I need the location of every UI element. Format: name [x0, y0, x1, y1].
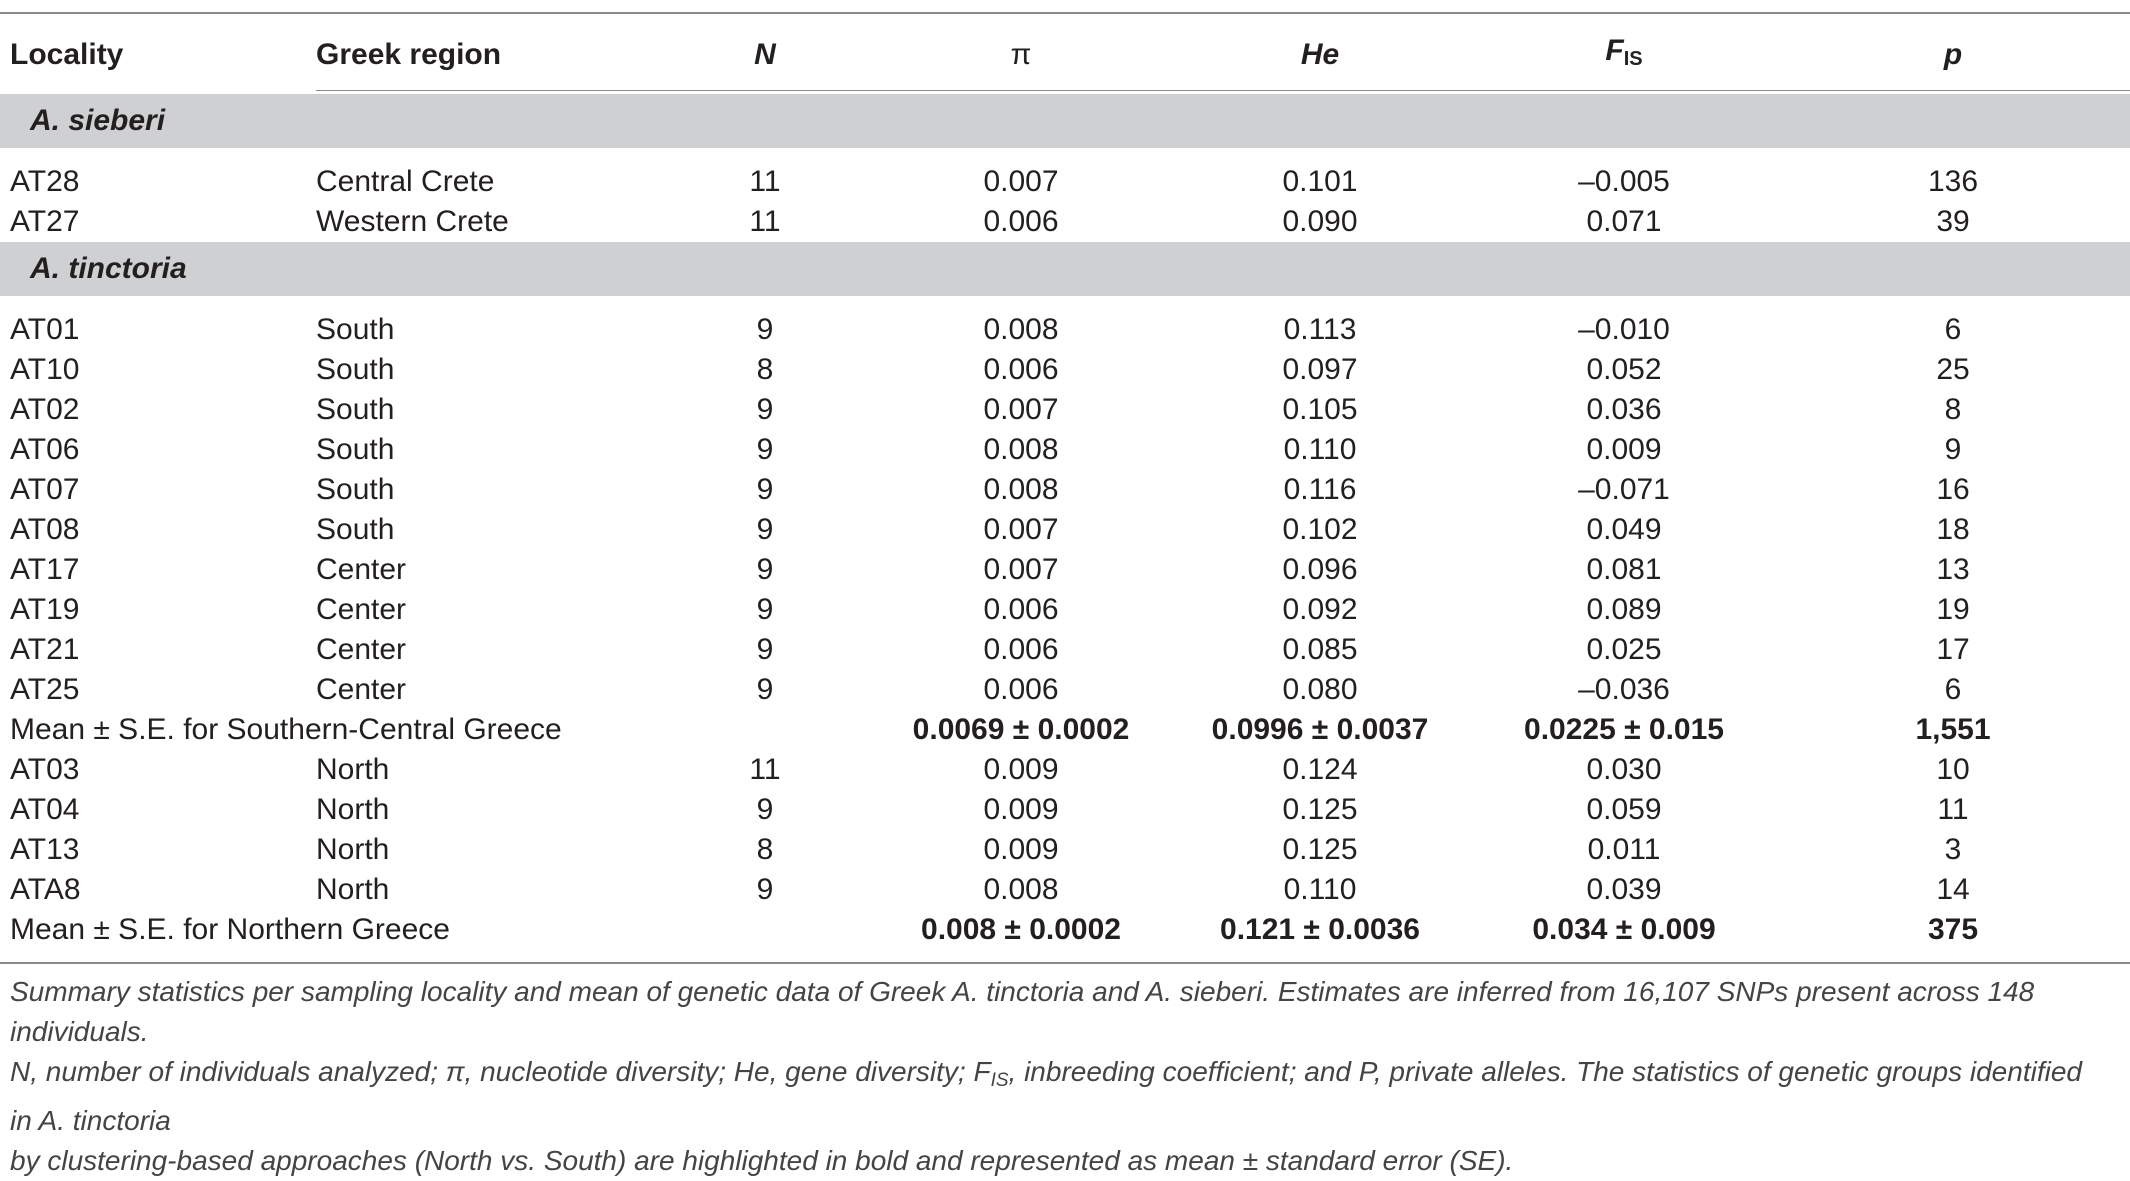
- cell-mean-p: 1,551: [1915, 713, 1991, 746]
- table-row: [0, 630, 2130, 670]
- header-pi: π: [1010, 38, 1032, 71]
- cell-he: 0.096: [1282, 553, 1358, 586]
- cell-he: 0.101: [1282, 165, 1358, 198]
- table-row: [0, 790, 2130, 830]
- cell-n: 11: [749, 205, 781, 238]
- header-he: He: [1300, 38, 1340, 71]
- cell-locality: ATA8: [10, 873, 81, 906]
- cell-pi: 0.008: [983, 473, 1059, 506]
- cell-pi: 0.006: [983, 673, 1059, 706]
- table-row: [0, 830, 2130, 870]
- cell-mean-p: 375: [1927, 913, 1979, 946]
- cell-locality: AT17: [10, 553, 80, 586]
- cell-region: South: [316, 393, 395, 426]
- cell-locality: AT08: [10, 513, 80, 546]
- cell-p: 16: [1936, 473, 1970, 506]
- cell-locality: AT04: [10, 793, 80, 826]
- caption-line-2a: N, number of individuals analyzed; π, nucleotide diversity; He, gene diversity; F: [10, 1056, 991, 1087]
- table-row: [0, 750, 2130, 790]
- cell-he: 0.116: [1283, 473, 1357, 506]
- cell-region: Central Crete: [316, 165, 495, 198]
- cell-mean-pi: 0.0069 ± 0.0002: [912, 713, 1130, 746]
- header-fis-main: F: [1605, 34, 1624, 67]
- cell-n: 9: [756, 673, 774, 706]
- header-row: [0, 14, 2130, 94]
- cell-pi: 0.009: [983, 793, 1059, 826]
- cell-pi: 0.006: [983, 593, 1059, 626]
- cell-n: 9: [756, 393, 774, 426]
- cell-n: 9: [756, 313, 774, 346]
- cell-n: 8: [756, 833, 774, 866]
- cell-n: 9: [756, 793, 774, 826]
- cell-fis: 0.030: [1586, 753, 1662, 786]
- cell-pi: 0.008: [983, 433, 1059, 466]
- table-row: [0, 296, 2130, 350]
- cell-he: 0.105: [1282, 393, 1358, 426]
- cell-n: 9: [756, 553, 774, 586]
- mean-row: [0, 710, 2130, 750]
- header-fis: [1472, 14, 1776, 94]
- cell-pi: 0.007: [983, 513, 1059, 546]
- table-row: [0, 202, 2130, 242]
- cell-p: 19: [1936, 593, 1970, 626]
- cell-fis: –0.036: [1578, 673, 1670, 706]
- cell-mean-he: 0.121 ± 0.0036: [1220, 913, 1420, 946]
- cell-locality: AT02: [10, 393, 80, 426]
- caption-line-2: [10, 1052, 2110, 1141]
- cell-locality: AT19: [10, 593, 80, 626]
- header-p: p: [1943, 38, 1963, 71]
- cell-region: Center: [316, 593, 407, 626]
- cell-locality: AT28: [10, 165, 80, 198]
- cell-he: 0.113: [1283, 313, 1357, 346]
- bottom-rule: [0, 962, 2130, 964]
- cell-he: 0.085: [1282, 633, 1358, 666]
- cell-pi: 0.007: [983, 393, 1059, 426]
- cell-mean-label: Mean ± S.E. for Northern Greece: [10, 913, 450, 946]
- cell-mean-he: 0.0996 ± 0.0037: [1211, 713, 1429, 746]
- cell-region: North: [316, 873, 390, 906]
- caption-line-2-sub: IS: [990, 1070, 1009, 1091]
- cell-p: 10: [1936, 753, 1970, 786]
- caption-line-3: by clustering-based approaches (North vs. South) are highlighted in bold and represented as mean ± standard error (SE).: [10, 1145, 1514, 1176]
- table-row: [0, 870, 2130, 910]
- cell-region: South: [316, 433, 395, 466]
- cell-mean-pi: 0.008 ± 0.0002: [921, 913, 1121, 946]
- cell-fis: 0.089: [1586, 593, 1662, 626]
- cell-pi: 0.006: [983, 633, 1059, 666]
- table-row: [0, 470, 2130, 510]
- cell-p: 14: [1936, 873, 1970, 906]
- cell-he: 0.125: [1282, 793, 1358, 826]
- table-row: [0, 390, 2130, 430]
- cell-region: North: [316, 793, 390, 826]
- cell-fis: 0.052: [1586, 353, 1662, 386]
- cell-pi: 0.007: [983, 165, 1059, 198]
- cell-pi: 0.009: [983, 833, 1059, 866]
- cell-region: North: [316, 753, 390, 786]
- cell-p: 11: [1937, 793, 1969, 826]
- mean-row: [0, 910, 2130, 950]
- cell-n: 8: [756, 353, 774, 386]
- cell-n: 9: [756, 593, 774, 626]
- cell-region: Western Crete: [316, 205, 509, 238]
- cell-p: 13: [1936, 553, 1970, 586]
- cell-region: Center: [316, 633, 407, 666]
- cell-n: 9: [756, 873, 774, 906]
- cell-he: 0.125: [1282, 833, 1358, 866]
- cell-p: 136: [1927, 165, 1979, 198]
- cell-region: Center: [316, 553, 407, 586]
- cell-locality: AT07: [10, 473, 80, 506]
- cell-region: North: [316, 833, 390, 866]
- cell-he: 0.090: [1282, 205, 1358, 238]
- cell-locality: AT13: [10, 833, 80, 866]
- cell-p: 9: [1944, 433, 1962, 466]
- section-label: A. sieberi: [30, 104, 166, 137]
- cell-n: 9: [756, 513, 774, 546]
- cell-fis: –0.071: [1578, 473, 1670, 506]
- cell-fis: 0.011: [1587, 833, 1661, 866]
- cell-pi: 0.006: [983, 353, 1059, 386]
- cell-n: 11: [749, 753, 781, 786]
- cell-n: 9: [756, 473, 774, 506]
- table-row: [0, 148, 2130, 202]
- cell-fis: 0.025: [1586, 633, 1662, 666]
- summary-statistics-table: [0, 14, 2130, 950]
- cell-he: 0.102: [1282, 513, 1358, 546]
- cell-fis: 0.081: [1586, 553, 1662, 586]
- cell-he: 0.092: [1282, 593, 1358, 626]
- cell-p: 6: [1944, 673, 1962, 706]
- header-locality: Locality: [10, 38, 124, 71]
- header-n: N: [754, 38, 776, 71]
- cell-he: 0.124: [1282, 753, 1358, 786]
- caption-line-2b: , inbreeding coefficient; and P, private alleles. The statistics of genetic groups identified in A. tinctoria: [10, 1056, 2082, 1136]
- cell-he: 0.110: [1283, 433, 1357, 466]
- cell-region: Center: [316, 673, 407, 706]
- cell-pi: 0.008: [983, 873, 1059, 906]
- cell-p: 25: [1936, 353, 1970, 386]
- cell-locality: AT01: [10, 313, 80, 346]
- cell-he: 0.080: [1282, 673, 1358, 706]
- cell-n: 9: [756, 433, 774, 466]
- cell-fis: 0.071: [1586, 205, 1662, 238]
- cell-region: South: [316, 513, 395, 546]
- section-label: A. tinctoria: [30, 252, 187, 285]
- cell-p: 39: [1936, 205, 1970, 238]
- cell-fis: 0.039: [1586, 873, 1662, 906]
- section-row: [0, 242, 2130, 296]
- cell-fis: –0.010: [1578, 313, 1670, 346]
- table-row: [0, 550, 2130, 590]
- cell-locality: AT21: [10, 633, 80, 666]
- table-row: [0, 350, 2130, 390]
- cell-pi: 0.006: [983, 205, 1059, 238]
- cell-fis: –0.005: [1578, 165, 1670, 198]
- cell-region: South: [316, 313, 395, 346]
- cell-locality: AT25: [10, 673, 80, 706]
- section-label-cell: [0, 242, 2130, 296]
- caption-line-1: Summary statistics per sampling locality and mean of genetic data of Greek A. tinctoria and A. sieberi. Estimates are inferred from 16,107 SNPs present across 148 individuals.: [10, 976, 2035, 1047]
- cell-locality: AT06: [10, 433, 80, 466]
- cell-locality: AT03: [10, 753, 80, 786]
- table-caption: [10, 972, 2110, 1181]
- cell-he: 0.110: [1283, 873, 1357, 906]
- cell-fis: 0.009: [1586, 433, 1662, 466]
- cell-n: 11: [749, 165, 781, 198]
- table-row: [0, 590, 2130, 630]
- cell-he: 0.097: [1282, 353, 1358, 386]
- cell-locality: AT27: [10, 205, 80, 238]
- table-row: [0, 510, 2130, 550]
- cell-mean-label: Mean ± S.E. for Southern-Central Greece: [10, 713, 562, 746]
- cell-p: 3: [1944, 833, 1962, 866]
- cell-pi: 0.009: [983, 753, 1059, 786]
- header-region: Greek region: [316, 38, 502, 71]
- cell-mean-fis: 0.0225 ± 0.015: [1524, 713, 1724, 746]
- cell-p: 17: [1936, 633, 1970, 666]
- section-label-cell: [0, 94, 2130, 148]
- table-row: [0, 670, 2130, 710]
- cell-n: 9: [756, 633, 774, 666]
- cell-p: 6: [1944, 313, 1962, 346]
- cell-locality: AT10: [10, 353, 80, 386]
- cell-fis: 0.036: [1586, 393, 1662, 426]
- cell-p: 8: [1944, 393, 1962, 426]
- header-fis-sub: IS: [1623, 48, 1643, 70]
- cell-region: South: [316, 473, 395, 506]
- cell-pi: 0.008: [983, 313, 1059, 346]
- cell-fis: 0.059: [1586, 793, 1662, 826]
- table-row: [0, 430, 2130, 470]
- cell-pi: 0.007: [983, 553, 1059, 586]
- cell-fis: 0.049: [1586, 513, 1662, 546]
- cell-p: 18: [1936, 513, 1970, 546]
- section-row: [0, 94, 2130, 148]
- cell-mean-fis: 0.034 ± 0.009: [1532, 913, 1716, 946]
- cell-region: South: [316, 353, 395, 386]
